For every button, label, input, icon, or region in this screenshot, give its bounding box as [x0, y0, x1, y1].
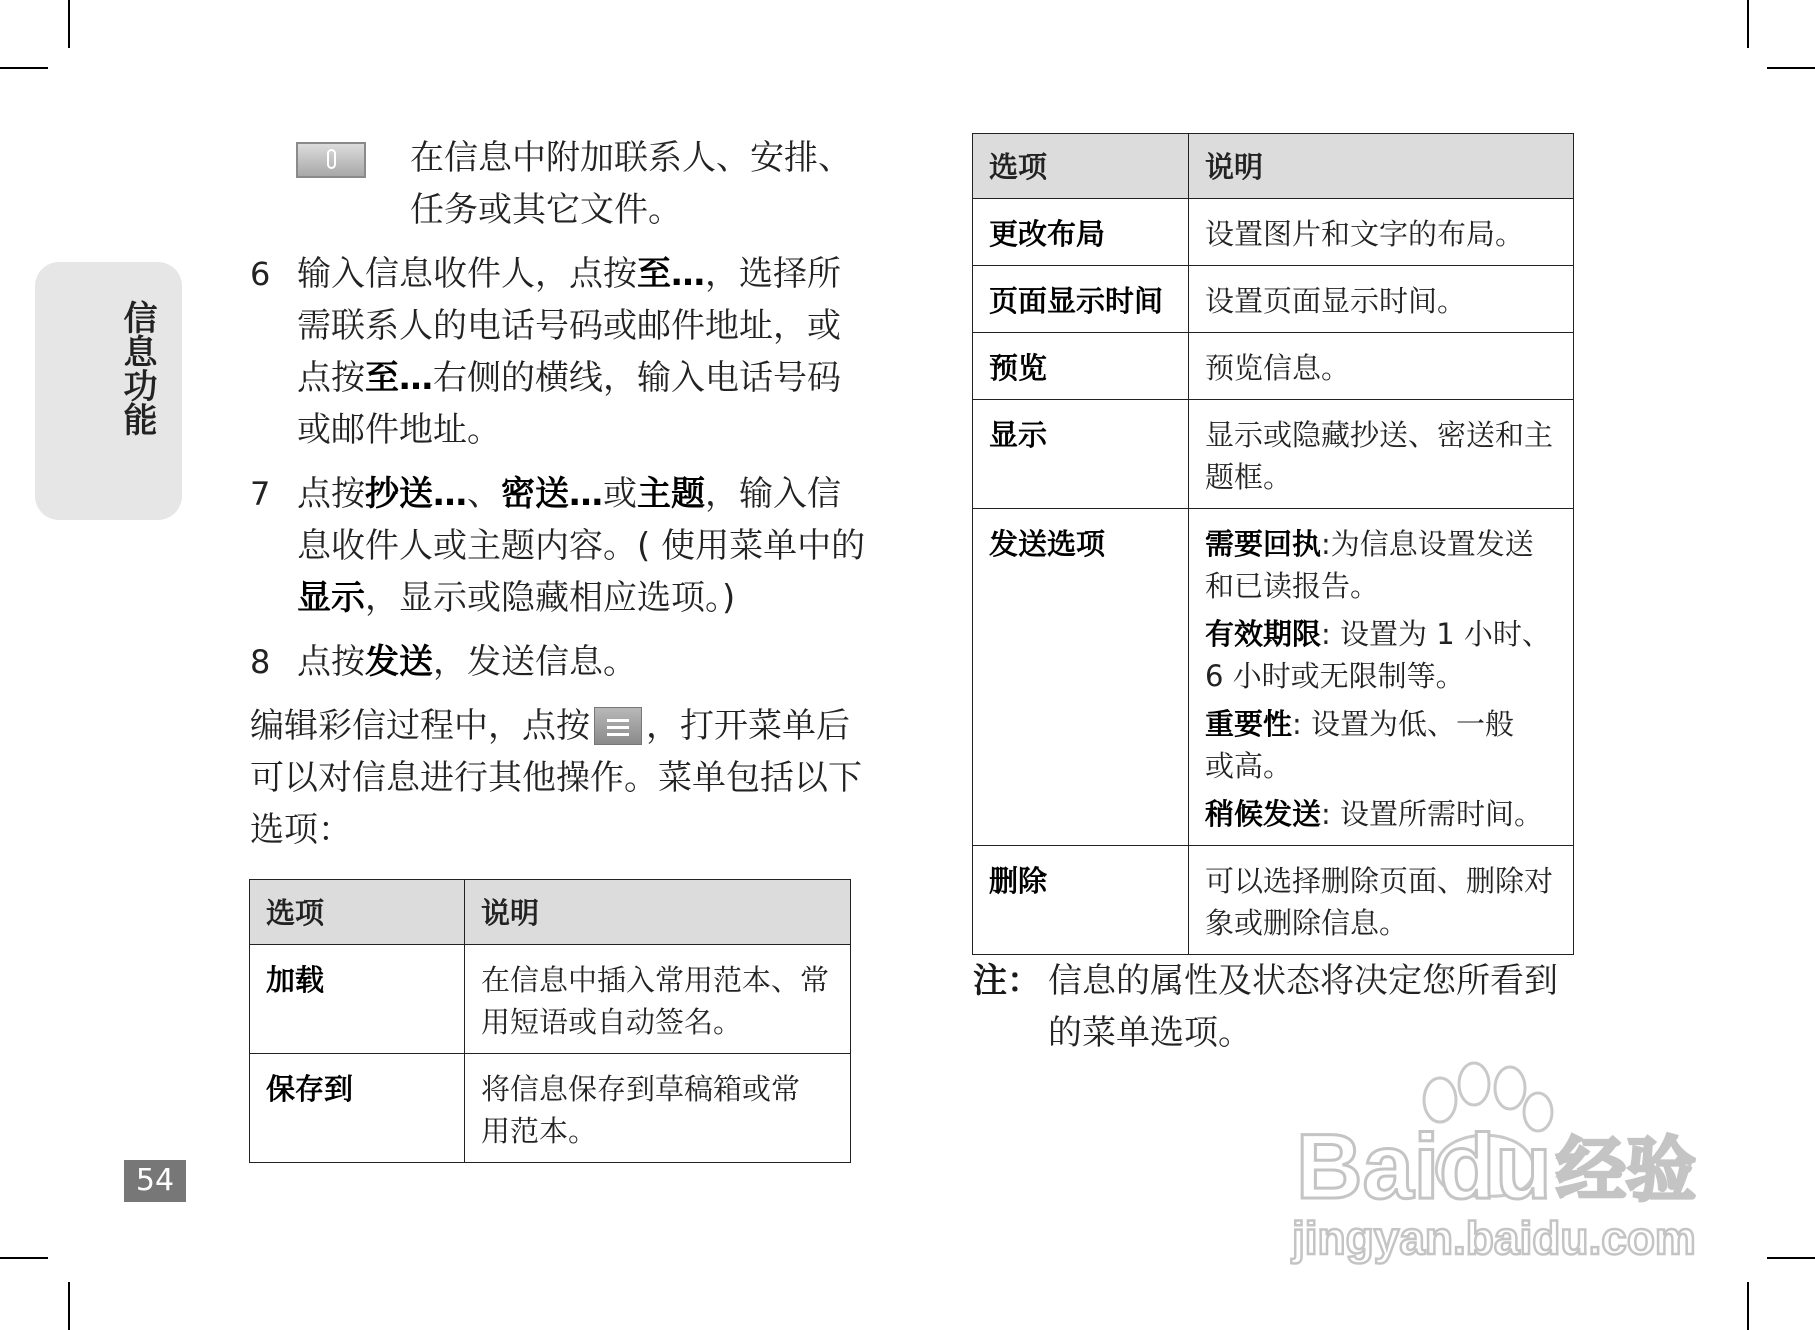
- table-row: [973, 846, 1574, 955]
- table-header: 说明: [1189, 134, 1574, 199]
- option-desc: 预览信息。: [1189, 333, 1574, 400]
- crop-mark: [1767, 67, 1815, 69]
- table-row: [973, 199, 1574, 266]
- step-8-line-1: 点按发送，发送信息。: [297, 642, 637, 682]
- page-number: 54: [124, 1160, 186, 1202]
- step-7-line-1: 点按抄送…、密送…或主题，输入信: [297, 474, 841, 514]
- option-name: 显示: [973, 400, 1189, 509]
- menu-options-table-left: [249, 879, 851, 1163]
- attach-desc-line-1: 在信息中附加联系人、安排、: [410, 138, 852, 178]
- table-header: 选项: [973, 134, 1189, 199]
- table-header-row: [250, 880, 851, 945]
- option-desc: [1189, 509, 1574, 846]
- table-row: [973, 266, 1574, 333]
- svg-text:Baidu: Baidu: [1296, 1116, 1552, 1218]
- option-name: 页面显示时间: [973, 266, 1189, 333]
- section-tab-label: 信息功能: [117, 300, 157, 436]
- option-name: 删除: [973, 846, 1189, 955]
- svg-text:经验: 经验: [1556, 1129, 1696, 1211]
- table-row: [973, 400, 1574, 509]
- table-row: [250, 945, 851, 1054]
- table-row: [973, 509, 1574, 846]
- option-name: 更改布局: [973, 199, 1189, 266]
- table-row: [250, 1054, 851, 1163]
- baidu-watermark: [1288, 1048, 1708, 1268]
- table-row: [973, 333, 1574, 400]
- crop-mark: [68, 1282, 70, 1330]
- paperclip-icon: [296, 142, 366, 178]
- send-option-priority: 重要性: 设置为低、一般 或高。: [1205, 707, 1515, 783]
- crop-mark: [1747, 0, 1749, 48]
- menu-intro-line-1: 编辑彩信过程中，点按 ，打开菜单后: [250, 706, 850, 746]
- step-7-line-2: 息收件人或主题内容。( 使用菜单中的: [297, 526, 866, 566]
- crop-mark: [68, 0, 70, 48]
- option-desc: 在信息中插入常用范本、常 用短语或自动签名。: [465, 945, 851, 1054]
- option-name: 发送选项: [973, 509, 1189, 846]
- menu-icon: [594, 707, 642, 745]
- option-desc: 设置图片和文字的布局。: [1189, 199, 1574, 266]
- crop-mark: [0, 1257, 48, 1259]
- step-6-line-1: 输入信息收件人，点按至…，选择所: [297, 254, 841, 294]
- crop-mark: [0, 67, 48, 69]
- table-header-row: [973, 134, 1574, 199]
- option-desc: 显示或隐藏抄送、密送和主 题框。: [1189, 400, 1574, 509]
- table-header: 说明: [465, 880, 851, 945]
- step-number: 7: [250, 475, 271, 513]
- step-number: 6: [250, 255, 271, 293]
- option-desc: 设置页面显示时间。: [1189, 266, 1574, 333]
- send-option-validity: 有效期限: 设置为 1 小时、 6 小时或无限制等。: [1205, 617, 1551, 693]
- option-name: 预览: [973, 333, 1189, 400]
- menu-intro-line-2: 可以对信息进行其他操作。菜单包括以下: [250, 758, 862, 798]
- send-option-receipt: 需要回执:为信息设置发送 和已读报告。: [1205, 527, 1534, 603]
- menu-intro-line-3: 选项：: [250, 810, 352, 850]
- attach-desc-line-2: 任务或其它文件。: [410, 190, 682, 230]
- note-label: 注：: [973, 961, 1041, 1001]
- option-desc: 将信息保存到草稿箱或常 用范本。: [465, 1054, 851, 1163]
- svg-text:jingyan.baidu.com: jingyan.baidu.com: [1292, 1212, 1696, 1264]
- note-line-1: 信息的属性及状态将决定您所看到: [1048, 961, 1558, 1001]
- crop-mark: [1747, 1282, 1749, 1330]
- step-6-line-4: 或邮件地址。: [297, 410, 501, 450]
- option-name: 加载: [250, 945, 465, 1054]
- send-option-delay: 稍候发送: 设置所需时间。: [1205, 797, 1544, 831]
- step-7-line-3: 显示，显示或隐藏相应选项。): [297, 578, 736, 618]
- step-6-line-2: 需联系人的电话号码或邮件地址，或: [297, 306, 841, 346]
- step-6-line-3: 点按至…右侧的横线，输入电话号码: [297, 358, 841, 398]
- crop-mark: [1767, 1257, 1815, 1259]
- step-number: 8: [250, 643, 271, 681]
- option-desc: 可以选择删除页面、删除对 象或删除信息。: [1189, 846, 1574, 955]
- menu-options-table-right: [972, 133, 1574, 955]
- note-line-2: 的菜单选项。: [1048, 1013, 1252, 1053]
- table-header: 选项: [250, 880, 465, 945]
- option-name: 保存到: [250, 1054, 465, 1163]
